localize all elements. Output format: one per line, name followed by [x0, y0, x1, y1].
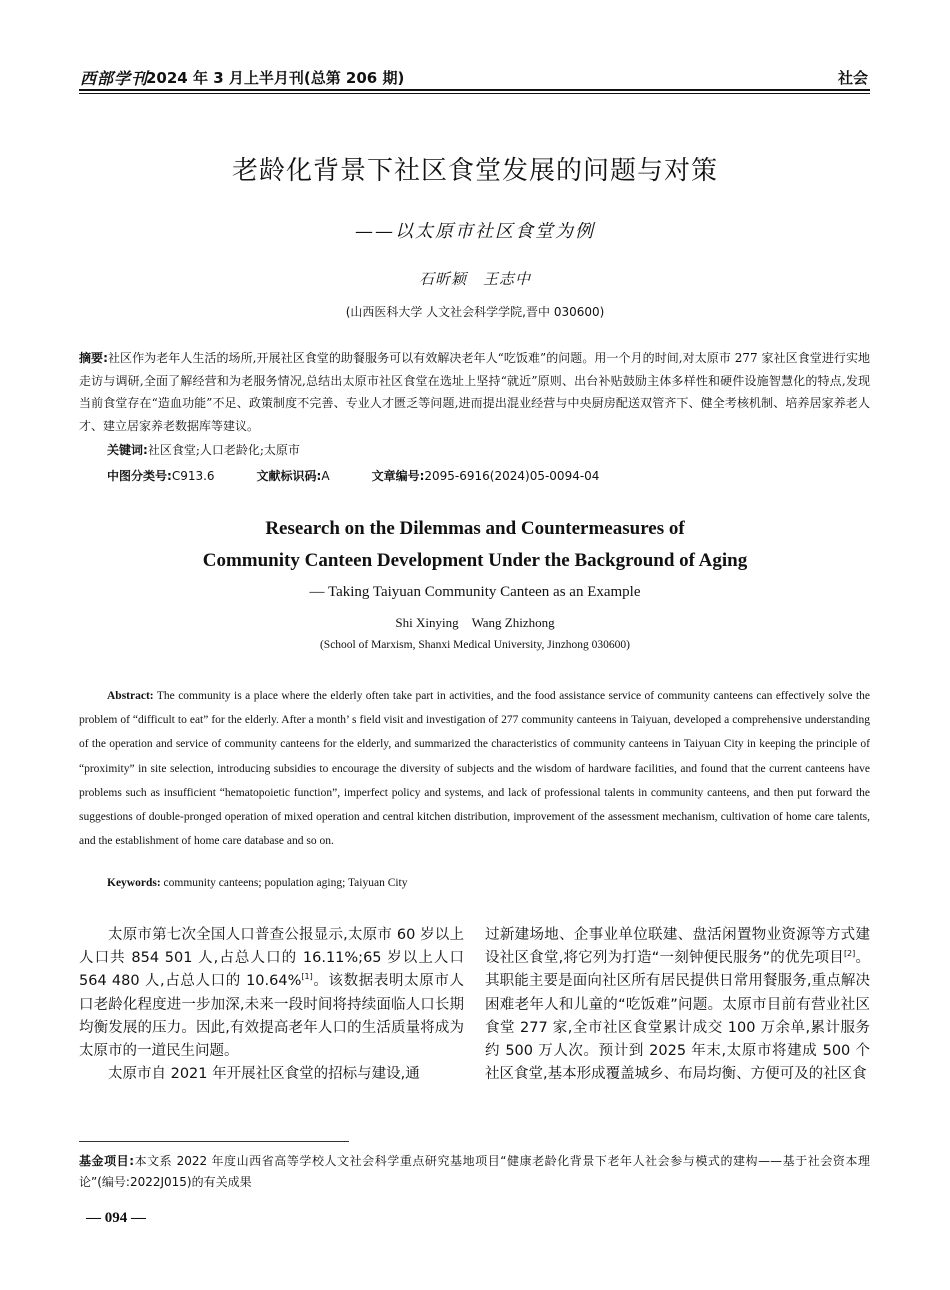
affiliation-en: (School of Marxism, Shanxi Medical University, Jinzhong 030600) — [319, 639, 631, 651]
authors-en: Shi Xinying Wang Zhizhong — [395, 615, 555, 630]
keywords-en-label: Keywords: — [107, 877, 161, 889]
abstract-en — [79, 684, 870, 853]
citation-2: [2] — [843, 949, 856, 959]
subtitle-en: — Taking Taiyuan Community Canteen as an Example — [309, 584, 641, 600]
title-en-line1: Research on the Dilemmas and Countermeasures of — [265, 518, 685, 539]
body-p2-cont-text-b: 。其职能主要是面向社区所有居民提供日常用餐服务,重点解决困难老年人和儿童的“吃饭难”问题。太原市目前有营业社区食堂 277 家,全市社区食堂累计成交 100 万余单,累计服务约 500 万人次。预计到 2025 年末,太原市将建成 500 个社区食堂,基本形成覆盖城乡、布局均衡、方便可及的社区食 — [485, 950, 871, 1083]
subtitle-zh: ——以太原市社区食堂为例 — [355, 221, 595, 242]
footnote-rule — [79, 1141, 349, 1142]
funding-footnote — [79, 1151, 870, 1193]
abstract-en-text: The community is a place where the elderly often take part in activities, and the food assistance service of community canteens can effectively solve the problem of “difficult to eat” for the elderly. After a month’ s field visit and investigation of 277 community canteens in Taiyuan, developed a comprehensive understanding of the operation and service of community canteens for the elderly, and summarized the characteristics of community canteens in Taiyuan City in keeping the principle of “proximity” in site selection, introducing subsidies to encourage the diversity of subjects and the wisdom of hardware facilities, and found that the current canteens have problems such as insufficient “hematopoietic function”, imperfect policy and systems, and lack of professional talents in community canteens, and then put forward the suggestions of double-pronged operation of mixed operation and central kitchen distribution, improvement of the assessment mechanism, cultivation of home care talents, and the establishment of home care database and so on. — [79, 690, 870, 848]
title-en-line2: Community Canteen Development Under the Background of Aging — [202, 550, 748, 571]
body-p1-text-cont: 。该数据表明太原市人口老龄化程度进一步加深,未来一段时间将持续面临人口长期均衡发展的压力。因此,有效提高老年人口的生活质量将成为太原市的一道民生问题。 — [79, 973, 465, 1060]
abstract-zh-label: 摘要: — [79, 351, 108, 365]
journal-logo: 西部学刊 — [80, 69, 149, 88]
article-number-label: 文章编号: — [371, 469, 425, 483]
clc-label: 中图分类号: — [107, 469, 172, 483]
keywords-en — [107, 877, 408, 889]
affiliation-zh: (山西医科大学 人文社会科学学院,晋中 030600) — [345, 305, 605, 319]
citation-1: [1] — [301, 972, 313, 982]
section-label: 社会 — [837, 69, 868, 87]
body-paragraph-2-cont — [485, 924, 870, 1086]
body-column-right — [485, 924, 870, 1086]
article-number-value: 2095-6916(2024)05-0094-04 — [424, 469, 600, 483]
keywords-zh-label: 关键词: — [107, 443, 148, 457]
title-zh: 老龄化背景下社区食堂发展的问题与对策 — [231, 156, 718, 186]
body-p1-text: 太原市第七次全国人口普查公报显示,太原市 60 岁以上人口共 854 501 人,占总人口的 16.11%;65 岁以上人口 564 480 人,占总人口的 10.64% — [79, 927, 464, 990]
doc-code-label: 文献标识码: — [256, 469, 322, 483]
authors-zh: 石昕颖 王志中 — [418, 270, 531, 288]
header-rule-thin — [79, 93, 870, 94]
funding-label: 基金项目: — [79, 1154, 135, 1168]
clc-value: C913.6 — [171, 469, 215, 483]
body-paragraph-1 — [79, 924, 464, 1063]
body-column-left — [79, 924, 464, 1086]
page-number: — 094 — — [86, 1210, 146, 1226]
body-p2-cont-text: 过新建场地、企事业单位联建、盘活闲置物业资源等方式建设社区食堂,将它列为打造“一刻钟便民服务”的优先项目 — [485, 927, 870, 967]
keywords-en-text: community canteens; population aging; Taiyuan City — [163, 877, 408, 889]
classification-row — [107, 467, 599, 484]
header-rule-thick — [79, 89, 870, 91]
abstract-zh-text: 社区作为老年人生活的场所,开展社区食堂的助餐服务可以有效解决老年人“吃饭难”的问题。用一个月的时间,对太原市 277 家社区食堂进行实地走访与调研,全面了解经营和为老服务情况,总结出太原市社区食堂在选址上坚持“就近”原则、出台补贴鼓励主体多样性和硬件设施智慧化的特点,发现当前食堂存在“造血功能”不足、政策制度不完善、专业人才匮乏等问题,进而提出混业经营与中央厨房配送双管齐下、健全考核机制、培养居家养老人才、建立居家养老数据库等建议。 — [79, 351, 870, 433]
issue-info: 2024 年 3 月上半月刊(总第 206 期) — [146, 69, 405, 87]
funding-text: 本文系 2022 年度山西省高等学校人文社会科学重点研究基地项目“健康老龄化背景下老年人社会参与模式的建构——基于社会资本理论”(编号:2022J015)的有关成果 — [79, 1154, 870, 1189]
abstract-zh — [79, 347, 870, 437]
keywords-zh-text: 社区食堂;人口老龄化;太原市 — [147, 443, 300, 457]
doc-code-value: A — [321, 469, 330, 483]
keywords-zh — [107, 441, 300, 458]
body-paragraph-2 — [79, 1063, 464, 1086]
body-p2-text: 太原市自 2021 年开展社区食堂的招标与建设,通 — [108, 1066, 420, 1083]
abstract-en-label: Abstract: — [107, 690, 154, 702]
